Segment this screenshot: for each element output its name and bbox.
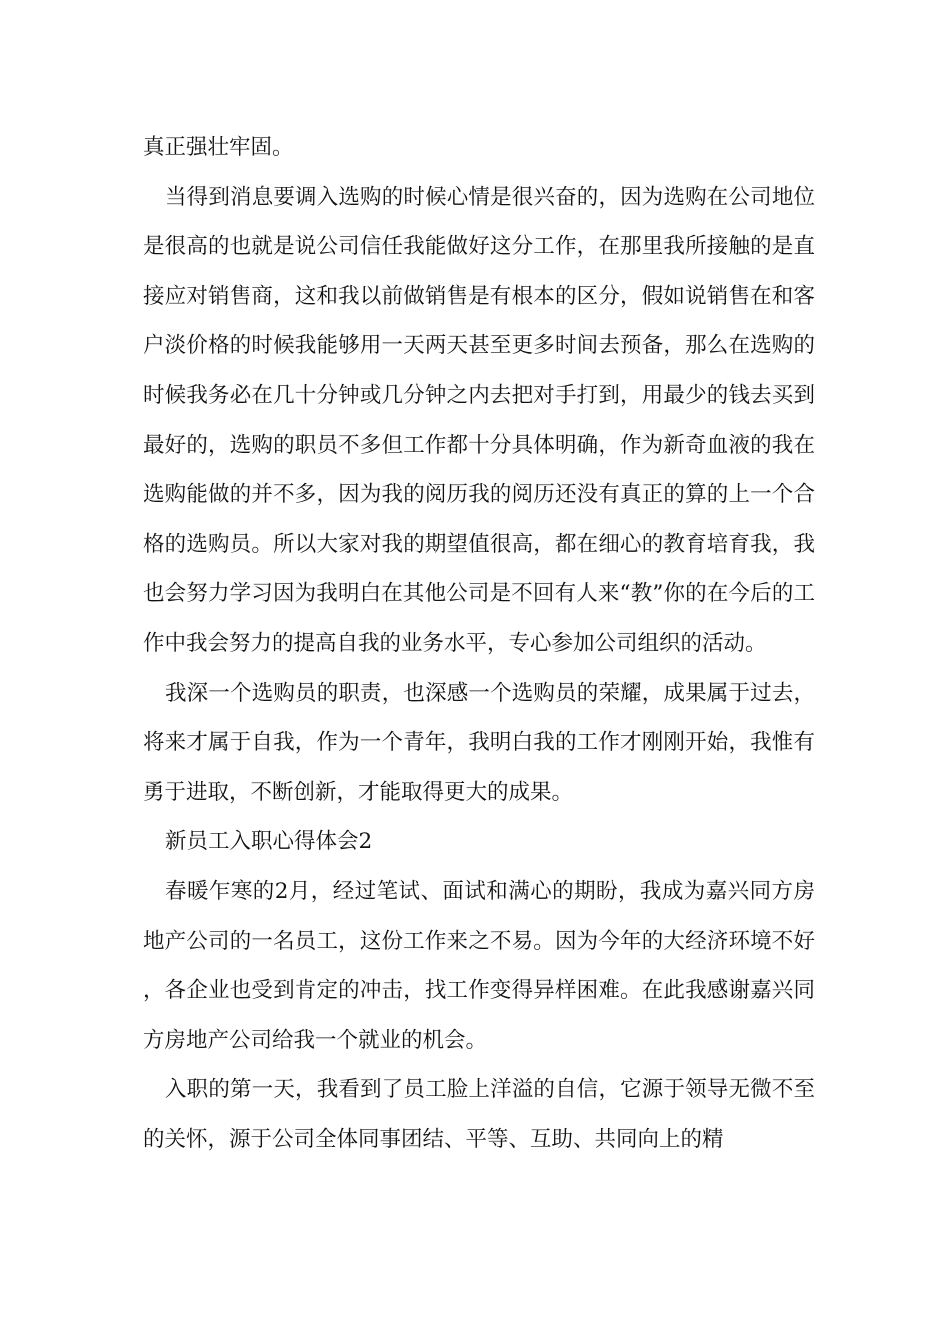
paragraph-procurement-role: 当得到消息要调入选购的时候心情是很兴奋的，因为选购在公司地位是很高的也就是说公司信任我能做好这分工作，在那里我所接触的是直接应对销售商，这和我以前做销售是有根本的区分，假如说销售在和客户淡价格的时候我能够用一天两天甚至更多时间去预备，那么在选购的时候我务必在几十分钟或几分钟之内去把对手打到，用最少的钱去买到最好的，选购的职员不多但工作都十分具体明确，作为新奇血液的我在选购能做的并不多，因为我的阅历我的阅历还没有真正的算的上一个合格的选购员。所以大家对我的期望值很高，都在细心的教育培育我，我也会努力学习因为我明白在其他公司是不回有人来“教”你的在今后的工作中我会努力的提高自我的业务水平，专心参加公司组织的活动。 — [143, 184, 815, 656]
paragraph-joining-company: 春暖乍寒的2月，经过笔试、面试和满心的期盼，我成为嘉兴同方房地产公司的一名员工，这份工作来之不易。因为今年的大经济环境不好，各企业也受到肯定的冲击，找工作变得异样困难。在此我感谢嘉兴同方房地产公司给我一个就业的机会。 — [143, 878, 815, 1053]
document-body — [143, 123, 815, 1164]
paragraph-continuation: 真正强壮牢固。 — [143, 135, 294, 160]
paragraph-first-day: 入职的第一天，我看到了员工脸上洋溢的自信，它源于领导无微不至的关怀，源于公司全体同事团结、平等、互助、共同向上的精 — [143, 1077, 815, 1152]
paragraph-procurement-duty: 我深一个选购员的职责，也深感一个选购员的荣耀，成果属于过去，将来才属于自我，作为一个青年，我明白我的工作才刚刚开始，我惟有勇于进取，不断创新，才能取得更大的成果。 — [143, 680, 815, 805]
section-heading: 新员工入职心得体会2 — [165, 829, 373, 855]
